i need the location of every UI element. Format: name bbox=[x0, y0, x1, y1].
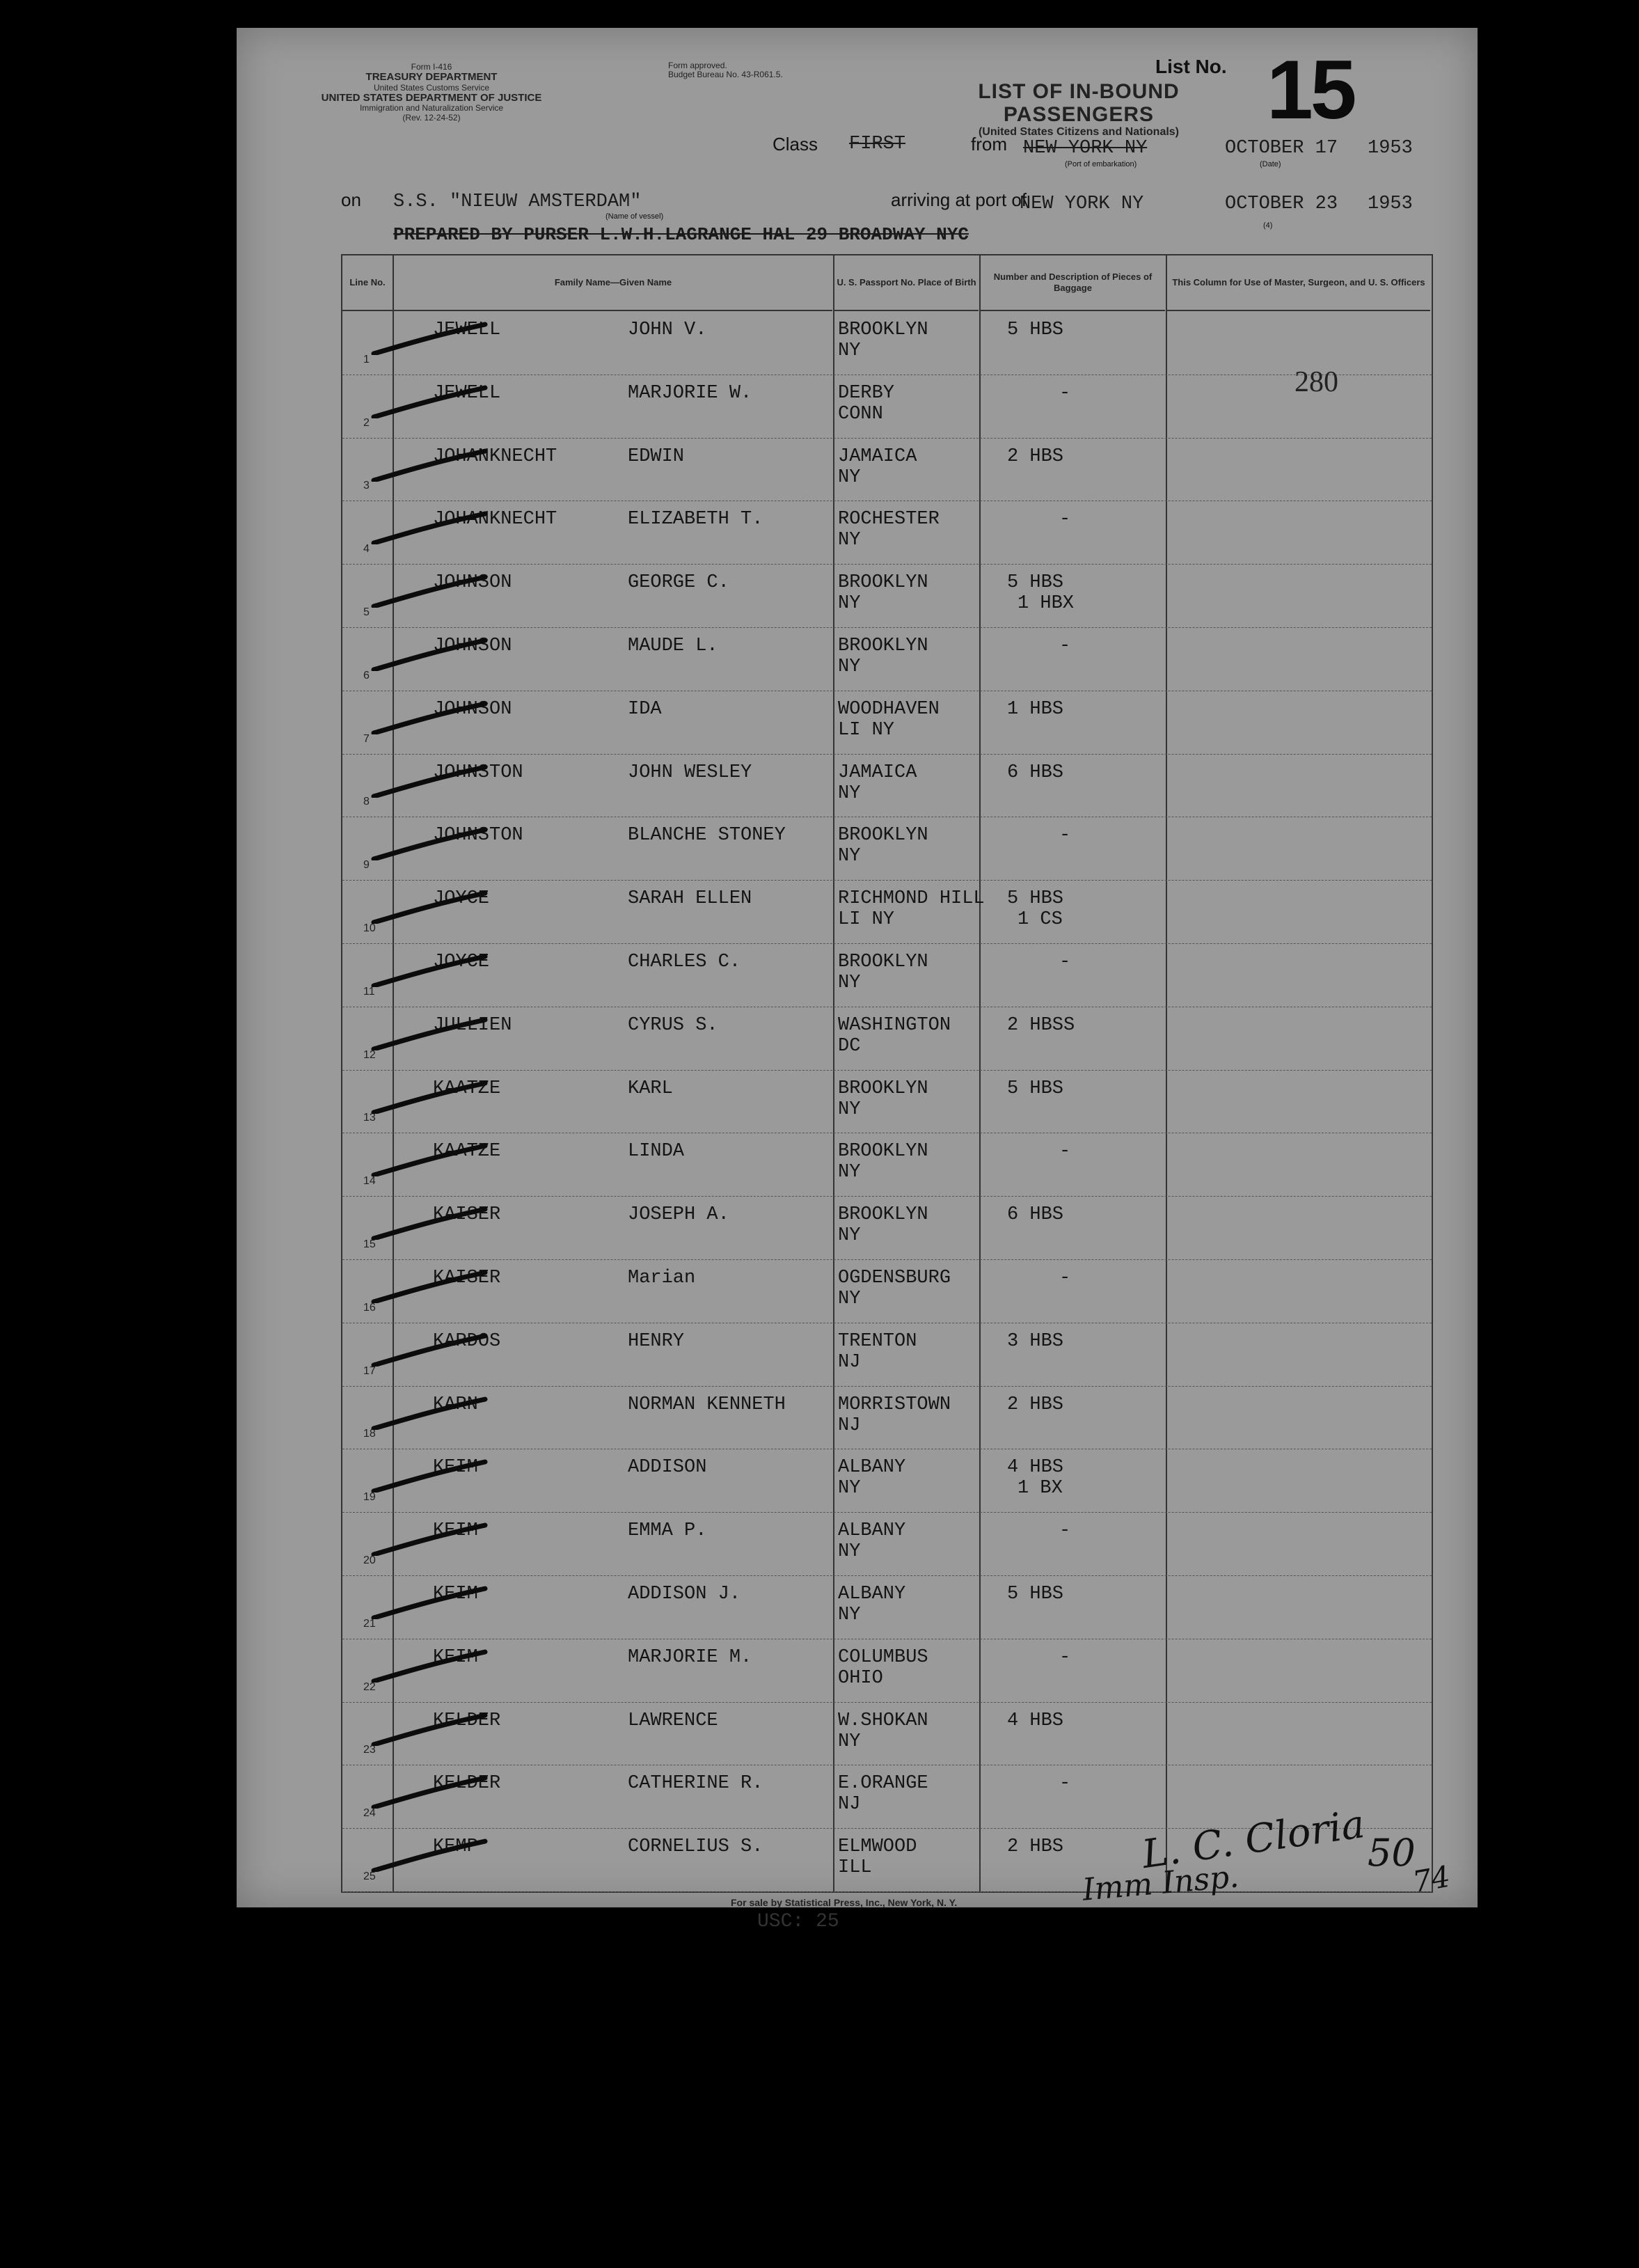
check-mark-icon bbox=[370, 1522, 489, 1556]
doj-dept: UNITED STATES DEPARTMENT OF JUSTICE bbox=[321, 91, 542, 104]
given-name: HENRY bbox=[628, 1330, 685, 1352]
birthplace-city: BROOKLYN bbox=[838, 320, 928, 340]
birthplace-state: NY bbox=[838, 466, 861, 488]
check-mark-icon bbox=[370, 574, 489, 608]
line-number: 21 bbox=[363, 1617, 376, 1630]
given-name: LAWRENCE bbox=[628, 1710, 718, 1731]
given-name: IDA bbox=[628, 698, 662, 720]
birthplace-state: NY bbox=[838, 1731, 861, 1752]
birthplace-city: ROCHESTER bbox=[838, 509, 940, 530]
baggage-primary: - bbox=[1059, 1773, 1071, 1795]
budget-number: Budget Bureau No. 43-R061.5. bbox=[668, 70, 783, 80]
family-name: JOHANKNECHT bbox=[433, 509, 557, 530]
family-name: JOHNSON bbox=[433, 698, 512, 720]
arrive-port: NEW YORK NY bbox=[1020, 194, 1144, 214]
count-bottom: 74 bbox=[1410, 1859, 1453, 1900]
family-name: JOYCE bbox=[433, 952, 490, 972]
table-row bbox=[342, 627, 1432, 691]
col-name: Family Name—Given Name bbox=[394, 255, 832, 311]
check-mark-icon bbox=[370, 638, 489, 671]
birthplace-state: NY bbox=[838, 593, 861, 615]
given-name: CYRUS S. bbox=[628, 1014, 718, 1036]
table-row bbox=[342, 1133, 1432, 1197]
birthplace-city: BROOKLYN bbox=[838, 952, 928, 972]
birthplace-state: NY bbox=[838, 1605, 861, 1625]
birthplace-state: NJ bbox=[838, 1351, 861, 1373]
check-mark-icon bbox=[370, 1333, 489, 1367]
line-number: 13 bbox=[363, 1112, 376, 1124]
baggage-primary: - bbox=[1059, 1646, 1071, 1668]
birthplace-city: TRENTON bbox=[838, 1330, 917, 1352]
birthplace-city: BROOKLYN bbox=[838, 572, 928, 594]
check-mark-icon bbox=[370, 827, 489, 860]
baggage-primary: - bbox=[1059, 1141, 1071, 1163]
birthplace-state: NY bbox=[838, 1289, 861, 1309]
table-row bbox=[342, 311, 1432, 375]
arrive-date: OCTOBER 23 bbox=[1225, 194, 1338, 214]
check-mark-icon bbox=[370, 954, 489, 987]
class-value: FIRST bbox=[849, 134, 906, 155]
given-name: MARJORIE M. bbox=[628, 1646, 752, 1668]
baggage-primary: - bbox=[1059, 1520, 1071, 1542]
given-name: KARL bbox=[628, 1078, 673, 1099]
family-name: JEWELL bbox=[433, 382, 501, 404]
birthplace-state: OHIO bbox=[838, 1667, 883, 1689]
family-name: KAATZE bbox=[433, 1141, 501, 1163]
given-name: GEORGE C. bbox=[628, 572, 729, 594]
birthplace-state: NY bbox=[838, 1162, 861, 1183]
check-mark-icon bbox=[370, 1396, 489, 1430]
birthplace-state: NY bbox=[838, 1098, 861, 1120]
vessel-caption: (Name of vessel) bbox=[605, 212, 664, 221]
birthplace-state: DC bbox=[838, 1035, 861, 1057]
family-name: KEIM bbox=[433, 1584, 478, 1605]
birthplace-city: BROOKLYN bbox=[838, 825, 928, 846]
birthplace-city: ALBANY bbox=[838, 1457, 906, 1479]
given-name: NORMAN KENNETH bbox=[628, 1394, 786, 1415]
line-number: 3 bbox=[363, 480, 370, 492]
family-name: JOHNSTON bbox=[433, 762, 523, 783]
birthplace-city: BROOKLYN bbox=[838, 1141, 928, 1163]
table-row bbox=[342, 375, 1432, 439]
on-label: on bbox=[341, 189, 361, 210]
date-caption: (Date) bbox=[1260, 160, 1281, 168]
birthplace-state: NY bbox=[838, 1225, 861, 1247]
birthplace-city: BROOKLYN bbox=[838, 636, 928, 656]
birthplace-state: CONN bbox=[838, 403, 883, 425]
table-row bbox=[342, 691, 1432, 755]
check-mark-icon bbox=[370, 1143, 489, 1176]
line-number: 5 bbox=[363, 606, 370, 618]
vessel-name: S.S. "NIEUW AMSTERDAM" bbox=[393, 191, 642, 212]
table-row bbox=[342, 501, 1432, 565]
line-number: 19 bbox=[363, 1491, 376, 1504]
passenger-table bbox=[341, 254, 1433, 1893]
birthplace-city: WASHINGTON bbox=[838, 1014, 951, 1036]
given-name: Marian bbox=[628, 1268, 696, 1289]
line-number: 8 bbox=[363, 796, 370, 808]
birthplace-state: NY bbox=[838, 530, 861, 551]
port-caption: (Port of embarkation) bbox=[1065, 160, 1137, 168]
baggage-primary: 2 HBS bbox=[1007, 1394, 1064, 1415]
given-name: ADDISON bbox=[628, 1457, 707, 1479]
col-officers: This Column for Use of Master, Surgeon, and U. S. Officers bbox=[1167, 255, 1430, 311]
inspector-title: Imm Insp. bbox=[1081, 1859, 1241, 1908]
check-mark-icon bbox=[370, 890, 489, 924]
check-mark-icon bbox=[370, 448, 489, 482]
form-subtitle: (United States Citizens and Nationals) bbox=[978, 126, 1180, 138]
family-name: KARN bbox=[433, 1394, 478, 1415]
line-number: 25 bbox=[363, 1870, 376, 1882]
birthplace-city: ELMWOOD bbox=[838, 1836, 917, 1858]
line-number: 22 bbox=[363, 1680, 376, 1693]
given-name: BLANCHE STONEY bbox=[628, 825, 786, 846]
family-name: KAATZE bbox=[433, 1078, 501, 1099]
revision: (Rev. 12-24-52) bbox=[402, 112, 461, 123]
birthplace-city: JAMAICA bbox=[838, 446, 917, 467]
approval-block bbox=[668, 61, 863, 79]
arrive-caption: (4) bbox=[1263, 221, 1273, 230]
line-number: 15 bbox=[363, 1238, 376, 1250]
baggage-primary: 4 HBS bbox=[1007, 1710, 1064, 1731]
given-name: ADDISON J. bbox=[628, 1584, 741, 1605]
line-number: 20 bbox=[363, 1554, 376, 1566]
baggage-primary: - bbox=[1059, 1268, 1071, 1289]
family-name: KEIM bbox=[433, 1646, 478, 1668]
line-number: 4 bbox=[363, 543, 370, 556]
baggage-primary: - bbox=[1059, 382, 1071, 404]
baggage-secondary: 1 HBX bbox=[1018, 593, 1075, 615]
line-number: 1 bbox=[363, 353, 370, 365]
birthplace-state: LI NY bbox=[838, 909, 895, 931]
line-number: 7 bbox=[363, 732, 370, 745]
table-row bbox=[342, 817, 1432, 881]
from-label: from bbox=[971, 134, 1007, 155]
inspector-signature: L. C. Cloria bbox=[1139, 1801, 1368, 1878]
birthplace-state: LI NY bbox=[838, 719, 895, 741]
family-name: JULLIEN bbox=[433, 1014, 512, 1036]
table-row bbox=[342, 1196, 1432, 1260]
given-name: CORNELIUS S. bbox=[628, 1836, 763, 1858]
birthplace-state: NJ bbox=[838, 1794, 861, 1816]
family-name: KEIM bbox=[433, 1520, 478, 1542]
family-name: JOYCE bbox=[433, 888, 490, 910]
birthplace-state: NJ bbox=[838, 1415, 861, 1436]
birthplace-city: OGDENSBURG bbox=[838, 1268, 951, 1289]
form-title: LIST OF IN-BOUND PASSENGERS bbox=[978, 80, 1180, 126]
birthplace-city: ALBANY bbox=[838, 1520, 906, 1542]
family-name: KAISER bbox=[433, 1204, 501, 1226]
check-mark-icon bbox=[370, 1017, 489, 1050]
family-name: KELDER bbox=[433, 1710, 501, 1731]
check-mark-icon bbox=[370, 1646, 489, 1683]
class-label: Class bbox=[773, 134, 818, 155]
family-name: JEWELL bbox=[433, 320, 501, 340]
given-name: MARJORIE W. bbox=[628, 382, 752, 404]
table-row bbox=[342, 1575, 1432, 1639]
birthplace-city: W.SHOKAN bbox=[838, 1710, 928, 1731]
table-row bbox=[342, 1070, 1432, 1134]
baggage-primary: 5 HBS bbox=[1007, 1078, 1064, 1099]
baggage-primary: - bbox=[1059, 509, 1071, 530]
baggage-primary: - bbox=[1059, 952, 1071, 972]
birthplace-city: BROOKLYN bbox=[838, 1078, 928, 1099]
from-port: NEW YORK NY bbox=[1023, 138, 1148, 159]
title-block bbox=[905, 80, 1253, 139]
check-mark-icon bbox=[370, 1080, 489, 1114]
arriving-label: arriving at port of bbox=[891, 189, 1027, 210]
usc-stamp: USC: 25 bbox=[757, 1911, 839, 1932]
col-line: Line No. bbox=[342, 255, 393, 311]
table-row bbox=[342, 754, 1432, 818]
check-mark-icon bbox=[370, 1459, 489, 1493]
col-passport: U. S. Passport No. Place of Birth bbox=[834, 255, 979, 311]
agency-header bbox=[285, 63, 578, 123]
family-name: KARDOS bbox=[433, 1330, 501, 1352]
arrive-year: 1953 bbox=[1368, 194, 1413, 214]
table-row bbox=[342, 1323, 1432, 1387]
given-name: JOHN WESLEY bbox=[628, 762, 752, 783]
check-mark-icon bbox=[370, 764, 489, 798]
line-number: 6 bbox=[363, 669, 370, 682]
birthplace-city: JAMAICA bbox=[838, 762, 917, 783]
baggage-primary: 2 HBS bbox=[1007, 1836, 1064, 1858]
baggage-primary: 5 HBS bbox=[1007, 320, 1064, 340]
family-name: KELDER bbox=[433, 1773, 501, 1795]
from-year: 1953 bbox=[1368, 138, 1413, 159]
birthplace-city: WOODHAVEN bbox=[838, 698, 940, 720]
birthplace-city: ALBANY bbox=[838, 1584, 906, 1605]
baggage-primary: 6 HBS bbox=[1007, 762, 1064, 783]
given-name: CHARLES C. bbox=[628, 952, 741, 972]
line-number: 2 bbox=[363, 416, 370, 429]
given-name: CATHERINE R. bbox=[628, 1773, 763, 1795]
line-number: 24 bbox=[363, 1807, 376, 1820]
line-number: 10 bbox=[363, 922, 376, 934]
line-number: 12 bbox=[363, 1048, 376, 1061]
check-mark-icon bbox=[370, 1838, 489, 1872]
baggage-secondary: 1 CS bbox=[1018, 909, 1063, 931]
birthplace-state: NY bbox=[838, 972, 861, 993]
family-name: JOHNSON bbox=[433, 636, 512, 656]
prepared-by: PREPARED BY PURSER L.W.H.LAGRANGE HAL 29 BROADWAY NYC bbox=[393, 224, 969, 245]
baggage-primary: 5 HBS bbox=[1007, 1584, 1064, 1605]
table-row bbox=[342, 1449, 1432, 1513]
line-number: 11 bbox=[363, 985, 375, 998]
baggage-primary: 2 HBSS bbox=[1007, 1014, 1075, 1036]
baggage-primary: 1 HBS bbox=[1007, 698, 1064, 720]
check-mark-icon bbox=[370, 1775, 489, 1809]
from-date: OCTOBER 17 bbox=[1225, 138, 1338, 159]
birthplace-city: DERBY bbox=[838, 382, 895, 404]
given-name: JOHN V. bbox=[628, 320, 707, 340]
birthplace-state: NY bbox=[838, 782, 861, 804]
table-row bbox=[342, 438, 1432, 502]
birthplace-state: NY bbox=[838, 1541, 861, 1563]
table-row bbox=[342, 1259, 1432, 1323]
given-name: EMMA P. bbox=[628, 1520, 707, 1542]
given-name: JOSEPH A. bbox=[628, 1204, 729, 1226]
family-name: KAISER bbox=[433, 1268, 501, 1289]
baggage-primary: 5 HBS bbox=[1007, 572, 1064, 594]
family-name: KEIM bbox=[433, 1457, 478, 1479]
birthplace-city: MORRISTOWN bbox=[838, 1394, 951, 1415]
form-number: Form I-416 bbox=[411, 62, 452, 72]
table-row bbox=[342, 564, 1432, 628]
birthplace-city: RICHMOND HILL bbox=[838, 888, 985, 910]
given-name: ELIZABETH T. bbox=[628, 509, 763, 530]
baggage-primary: 5 HBS bbox=[1007, 888, 1064, 910]
line-number: 9 bbox=[363, 859, 370, 872]
line-number: 18 bbox=[363, 1428, 376, 1440]
line-number: 17 bbox=[363, 1364, 376, 1377]
count-top: 50 bbox=[1368, 1831, 1416, 1875]
table-row bbox=[342, 1007, 1432, 1071]
line-number: 14 bbox=[363, 1175, 376, 1188]
birthplace-city: BROOKLYN bbox=[838, 1204, 928, 1226]
check-mark-icon bbox=[370, 1712, 489, 1746]
birthplace-state: NY bbox=[838, 1478, 861, 1499]
line-number: 16 bbox=[363, 1301, 376, 1314]
check-mark-icon bbox=[370, 1270, 489, 1303]
table-row bbox=[342, 1386, 1432, 1450]
birthplace-state: ILL bbox=[838, 1857, 872, 1879]
baggage-primary: 3 HBS bbox=[1007, 1330, 1064, 1352]
given-name: MAUDE L. bbox=[628, 636, 718, 656]
ins-service: Immigration and Naturalization Service bbox=[359, 103, 504, 113]
table-row bbox=[342, 1639, 1432, 1703]
list-number: 15 bbox=[1267, 43, 1354, 136]
birthplace-city: E.ORANGE bbox=[838, 1773, 928, 1795]
birthplace-state: NY bbox=[838, 340, 861, 361]
family-name: JOHNSTON bbox=[433, 825, 523, 846]
check-mark-icon bbox=[370, 511, 489, 544]
customs-service: United States Customs Service bbox=[373, 82, 490, 93]
baggage-primary: 6 HBS bbox=[1007, 1204, 1064, 1226]
col-baggage: Number and Description of Pieces of Baggage bbox=[981, 255, 1165, 311]
check-mark-icon bbox=[370, 701, 489, 734]
check-mark-icon bbox=[370, 385, 489, 418]
baggage-primary: - bbox=[1059, 636, 1071, 656]
printer-credit: For sale by Statistical Press, Inc., New York, N. Y. bbox=[731, 1897, 958, 1908]
form-approved: Form approved. bbox=[668, 61, 727, 70]
given-name: LINDA bbox=[628, 1141, 685, 1163]
check-mark-icon bbox=[370, 1586, 489, 1619]
family-name: JOHANKNECHT bbox=[433, 446, 557, 467]
officer-note: 280 bbox=[1294, 366, 1338, 398]
family-name: JOHNSON bbox=[433, 572, 512, 594]
check-mark-icon bbox=[370, 322, 489, 355]
list-no-label: List No. bbox=[1155, 56, 1227, 77]
birthplace-state: NY bbox=[838, 846, 861, 867]
table-row bbox=[342, 1512, 1432, 1576]
baggage-secondary: 1 BX bbox=[1018, 1478, 1063, 1499]
baggage-primary: - bbox=[1059, 825, 1071, 846]
family-name: KEMP bbox=[433, 1836, 478, 1858]
table-row bbox=[342, 880, 1432, 944]
table-row bbox=[342, 1702, 1432, 1766]
table-row bbox=[342, 943, 1432, 1007]
given-name: SARAH ELLEN bbox=[628, 888, 752, 910]
birthplace-city: COLUMBUS bbox=[838, 1646, 928, 1668]
check-mark-icon bbox=[370, 1206, 489, 1240]
line-number: 23 bbox=[363, 1744, 376, 1756]
treasury-dept: TREASURY DEPARTMENT bbox=[365, 71, 498, 84]
baggage-primary: 2 HBS bbox=[1007, 446, 1064, 467]
given-name: EDWIN bbox=[628, 446, 685, 467]
baggage-primary: 4 HBS bbox=[1007, 1457, 1064, 1479]
birthplace-state: NY bbox=[838, 656, 861, 677]
